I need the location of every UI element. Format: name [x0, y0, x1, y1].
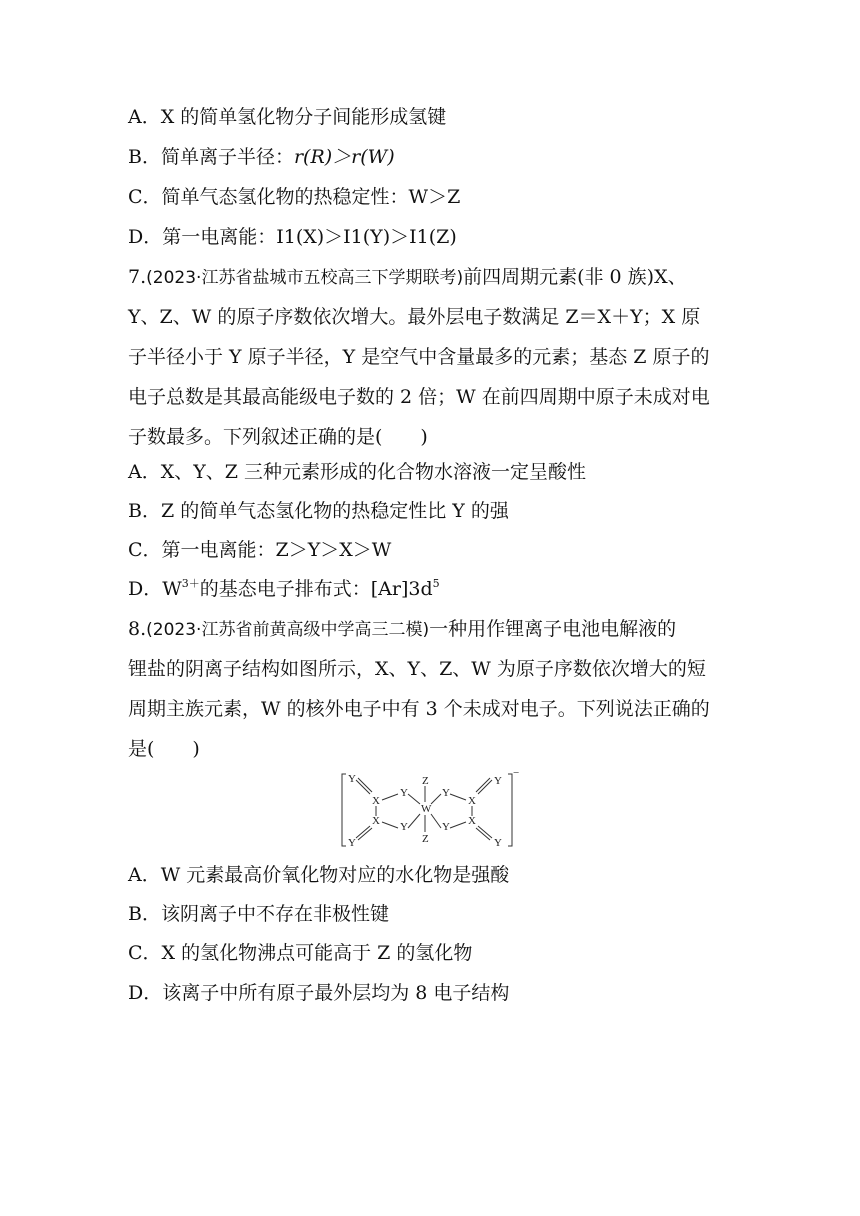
q7-option-c: C．第一电离能：Z＞Y＞X＞W: [128, 539, 392, 561]
right-bracket: [508, 774, 512, 846]
q6-option-d: [128, 224, 738, 250]
charge-label: −: [513, 767, 520, 779]
atom-y-right-bottom: Y: [494, 837, 502, 849]
atom-y-left-top: Y: [348, 773, 356, 785]
q8-option-d: D．该离子中所有原子最外层均为 8 电子结构: [128, 982, 510, 1004]
q8-stem-line2: 锂盐的阴离子结构如图所示，X、Y、Z、W 为原子序数依次增大的短: [128, 658, 706, 680]
q8-stem-line1-rest: 一种用作锂离子电池电解液的: [429, 618, 677, 640]
atom-y-right-bridge-top: Y: [442, 787, 450, 799]
bond-double-right-top: [476, 778, 492, 794]
bond-w-y-right-top: [431, 794, 441, 804]
atom-z-bottom: Z: [422, 833, 429, 845]
bond-y-x-right-bottom: [450, 822, 466, 828]
atom-w-center: W: [421, 803, 432, 815]
q8-source: (2023·江苏省前黄高级中学高三二模): [146, 620, 430, 640]
q7-option-d: [128, 576, 738, 602]
atom-x-left-top: X: [372, 795, 380, 807]
q7-stem-line1: [128, 264, 738, 291]
left-bracket: [342, 774, 346, 846]
q8-option-b: B．该阴离子中不存在非极性键: [128, 903, 389, 925]
anion-structure-figure: [338, 767, 520, 850]
q7-option-d-charge: 3＋: [181, 577, 200, 590]
q6-option-b-prefix: B．简单离子半径：: [128, 146, 294, 168]
q7-stem-line4: 电子总数是其最高能级电子数的 2 倍；W 在前四周期中原子未成对电: [128, 386, 710, 408]
bond-double-left-bottom: [356, 826, 372, 840]
q6-option-a: A．X 的简单氢化物分子间能形成氢键: [128, 106, 447, 128]
q7-option-d-rest: 的基态电子排布式：[Ar]3d: [199, 578, 433, 600]
atom-y-right-bridge-bottom: Y: [442, 821, 450, 833]
bond-y-w-left-bottom: [408, 814, 420, 828]
bond-x-y-left-top: [382, 794, 398, 800]
q8-stem-line1: [128, 616, 738, 643]
q7-stem-line1-rest: 前四周期元素(非 0 族)X、: [463, 266, 687, 288]
q7-source: (2023·江苏省盐城市五校高三下学期联考): [146, 268, 464, 288]
atom-x-right-bottom: X: [468, 815, 476, 827]
q8-option-c: C．X 的氢化物沸点可能高于 Z 的氢化物: [128, 942, 473, 964]
q8-option-a: A．W 元素最高价氧化物对应的水化物是强酸: [128, 864, 510, 886]
atom-x-left-bottom: X: [372, 815, 380, 827]
atom-z-top: Z: [422, 775, 429, 787]
atom-x-right-top: X: [468, 795, 476, 807]
q7-number: 7.: [128, 266, 147, 288]
atom-y-left-bridge-top: Y: [400, 787, 408, 799]
q6-option-c: C．简单气态氢化物的热稳定性：W＞Z: [128, 186, 461, 208]
bond-x-y-left-bottom: [382, 822, 398, 828]
q7-option-a: A．X、Y、Z 三种元素形成的化合物水溶液一定呈酸性: [128, 461, 587, 483]
q8-number: 8.: [128, 618, 147, 640]
bond-w-y-right-bottom: [431, 814, 441, 828]
q6-option-b-expr: r(R)＞r(W): [293, 146, 395, 168]
q7-option-d-exponent: 5: [432, 577, 440, 590]
bond-double-left-top: [356, 778, 372, 794]
q8-stem-line4: 是( ): [128, 738, 200, 760]
q7-stem-line5: 子数最多。下列叙述正确的是( ): [128, 426, 428, 448]
q8-stem-line3: 周期主族元素，W 的核外电子中有 3 个未成对电子。下列说法正确的: [128, 698, 710, 720]
bond-y-w-left-top: [408, 794, 420, 804]
bond-double-right-bottom: [476, 826, 492, 840]
q6-option-d-expr: I1(X)＞I1(Y)＞I1(Z): [276, 226, 457, 248]
q7-option-b: B．Z 的简单气态氢化物的热稳定性比 Y 的强: [128, 500, 509, 522]
q6-option-b: [128, 144, 738, 170]
atom-y-left-bottom: Y: [348, 837, 356, 849]
atom-y-right-top: Y: [494, 775, 502, 787]
atom-y-left-bridge-bottom: Y: [400, 821, 408, 833]
q7-stem-line3: 子半径小于 Y 原子半径，Y 是空气中含量最多的元素；基态 Z 原子的: [128, 346, 710, 368]
bond-y-x-right-top: [450, 794, 466, 800]
q6-option-d-prefix: D．第一电离能：: [128, 226, 277, 248]
q7-stem-line2: Y、Z、W 的原子序数依次增大。最外层电子数满足 Z＝X＋Y；X 原: [128, 306, 701, 328]
q7-option-d-prefix: D．W: [128, 578, 182, 600]
